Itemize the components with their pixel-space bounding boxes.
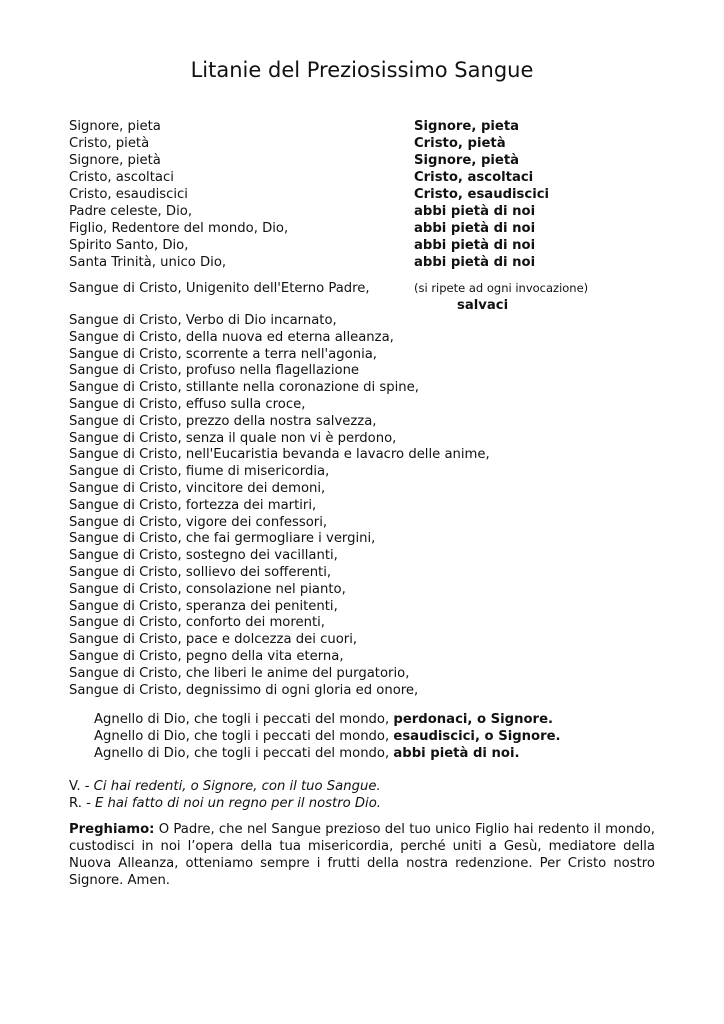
invocation-line: Sangue di Cristo, stillante nella coronazione di spine,: [69, 380, 419, 396]
invocation-line: Sangue di Cristo, fiume di misericordia,: [69, 464, 330, 480]
agnus-text: Agnello di Dio, che togli i peccati del mondo,: [94, 746, 394, 761]
invocation-text: Figlio, Redentore del mondo, Dio,: [69, 221, 289, 236]
invocation-line: Sangue di Cristo, degnissimo di ogni gloria ed onore,: [69, 682, 419, 698]
invocation-line: Sangue di Cristo, vincitore dei demoni,: [69, 480, 326, 496]
responsory-text: E hai fatto di noi un regno per il nostro Dio.: [95, 796, 381, 811]
responsory-prefix: R. -: [69, 796, 96, 811]
agnus-line: [94, 745, 561, 762]
invocation-line: Sangue di Cristo, vigore dei confessori,: [69, 514, 328, 530]
kyrie-row: [69, 203, 669, 220]
kyrie-row: [69, 237, 669, 254]
versicle-responsory: [69, 778, 381, 812]
kyrie-row: [69, 186, 669, 203]
invocation-line: Sangue di Cristo, profuso nella flagellazione: [69, 363, 360, 379]
invocation-line: Sangue di Cristo, che fai germogliare i vergini,: [69, 531, 376, 547]
invocation-text: Cristo, pietà: [69, 136, 150, 151]
invocation-line: Sangue di Cristo, sostegno dei vacillanti,: [69, 548, 338, 564]
prayer-text: O Padre, che nel Sangue prezioso del tuo unico Figlio hai redento il mondo, custodisci in noi l’opera della tua misericordia, perché uniti a Gesù, mediatore della Nuova Alleanza, otteniamo sempre i frutti della nostra redenzione. Per Cristo nostro Signore. Amen.: [69, 822, 655, 888]
invocation-text: Signore, pietà: [69, 153, 161, 168]
agnus-line: [94, 711, 561, 728]
responsory-line: [69, 795, 381, 812]
versicle-prefix: V. -: [69, 779, 94, 794]
invocation-line: Sangue di Cristo, nell'Eucaristia bevanda e lavacro delle anime,: [69, 447, 490, 463]
response-text: Cristo, pietà: [414, 136, 506, 151]
response-text: Cristo, ascoltaci: [414, 170, 534, 185]
agnus-text: Agnello di Dio, che togli i peccati del mondo,: [94, 729, 394, 744]
agnus-response: esaudiscici, o Signore.: [393, 729, 561, 744]
agnus-text: Agnello di Dio, che togli i peccati del mondo,: [94, 712, 394, 727]
invocation-line: Sangue di Cristo, effuso sulla croce,: [69, 396, 306, 412]
invocation-line: Sangue di Cristo, scorrente a terra nell'agonia,: [69, 346, 377, 362]
kyrie-row: [69, 135, 669, 152]
invocation-line: Sangue di Cristo, senza il quale non vi è perdono,: [69, 430, 397, 446]
invocation-text: Cristo, ascoltaci: [69, 170, 174, 185]
prayer-label: Preghiamo:: [69, 822, 155, 837]
invocation-line: Sangue di Cristo, che liberi le anime del purgatorio,: [69, 665, 410, 681]
kyrie-row: [69, 118, 669, 135]
versicle-text: Ci hai redenti, o Signore, con il tuo Sangue.: [93, 779, 381, 794]
invocation-text: Cristo, esaudiscici: [69, 187, 188, 202]
kyrie-row: [69, 152, 669, 169]
invocation-text: Santa Trinità, unico Dio,: [69, 255, 227, 270]
kyrie-row: [69, 254, 669, 271]
closing-prayer: [69, 821, 655, 889]
agnus-line: [94, 728, 561, 745]
invocation-line: Sangue di Cristo, conforto dei morenti,: [69, 615, 325, 631]
invocation-line: Sangue di Cristo, pace e dolcezza dei cuori,: [69, 632, 358, 648]
agnus-response: abbi pietà di noi.: [393, 746, 520, 761]
response-text: abbi pietà di noi: [414, 238, 536, 253]
response-text: Signore, pietà: [414, 153, 520, 168]
invocation-line: Sangue di Cristo, della nuova ed eterna alleanza,: [69, 329, 394, 345]
repeat-note: (si ripete ad ogni invocazione): [414, 281, 589, 295]
kyrie-row: [69, 169, 669, 186]
kyrie-section: [69, 118, 669, 271]
invocation-line: Sangue di Cristo, Verbo di Dio incarnato,: [69, 313, 337, 328]
invocation-text: Signore, pieta: [69, 119, 161, 134]
invocation-line: Sangue di Cristo, sollievo dei sofferenti,: [69, 564, 332, 580]
invocation-text: Spirito Santo, Dio,: [69, 238, 189, 253]
invocation-line: Sangue di Cristo, speranza dei penitenti,: [69, 598, 338, 614]
invocation-line: Sangue di Cristo, consolazione nel pianto,: [69, 581, 346, 597]
versicle-line: [69, 778, 381, 795]
litany-response: salvaci: [457, 298, 509, 313]
invocation-list: [69, 313, 669, 699]
invocation-line: Sangue di Cristo, fortezza dei martiri,: [69, 497, 317, 513]
invocation-line: Sangue di Cristo, prezzo della nostra salvezza,: [69, 413, 377, 429]
invocation-text: Padre celeste, Dio,: [69, 204, 193, 219]
response-text: Cristo, esaudiscici: [414, 187, 550, 202]
response-text: abbi pietà di noi: [414, 221, 536, 236]
response-text: abbi pietà di noi: [414, 255, 536, 270]
invocation-line: Sangue di Cristo, pegno della vita eterna,: [69, 648, 344, 664]
kyrie-row: [69, 220, 669, 237]
response-text: abbi pietà di noi: [414, 204, 536, 219]
agnus-dei-section: [94, 711, 561, 762]
first-invocation: Sangue di Cristo, Unigenito dell'Eterno Padre,: [69, 281, 370, 296]
response-text: Signore, pieta: [414, 119, 520, 134]
agnus-response: perdonaci, o Signore.: [393, 712, 554, 727]
page-title: Litanie del Preziosissimo Sangue: [190, 58, 534, 82]
